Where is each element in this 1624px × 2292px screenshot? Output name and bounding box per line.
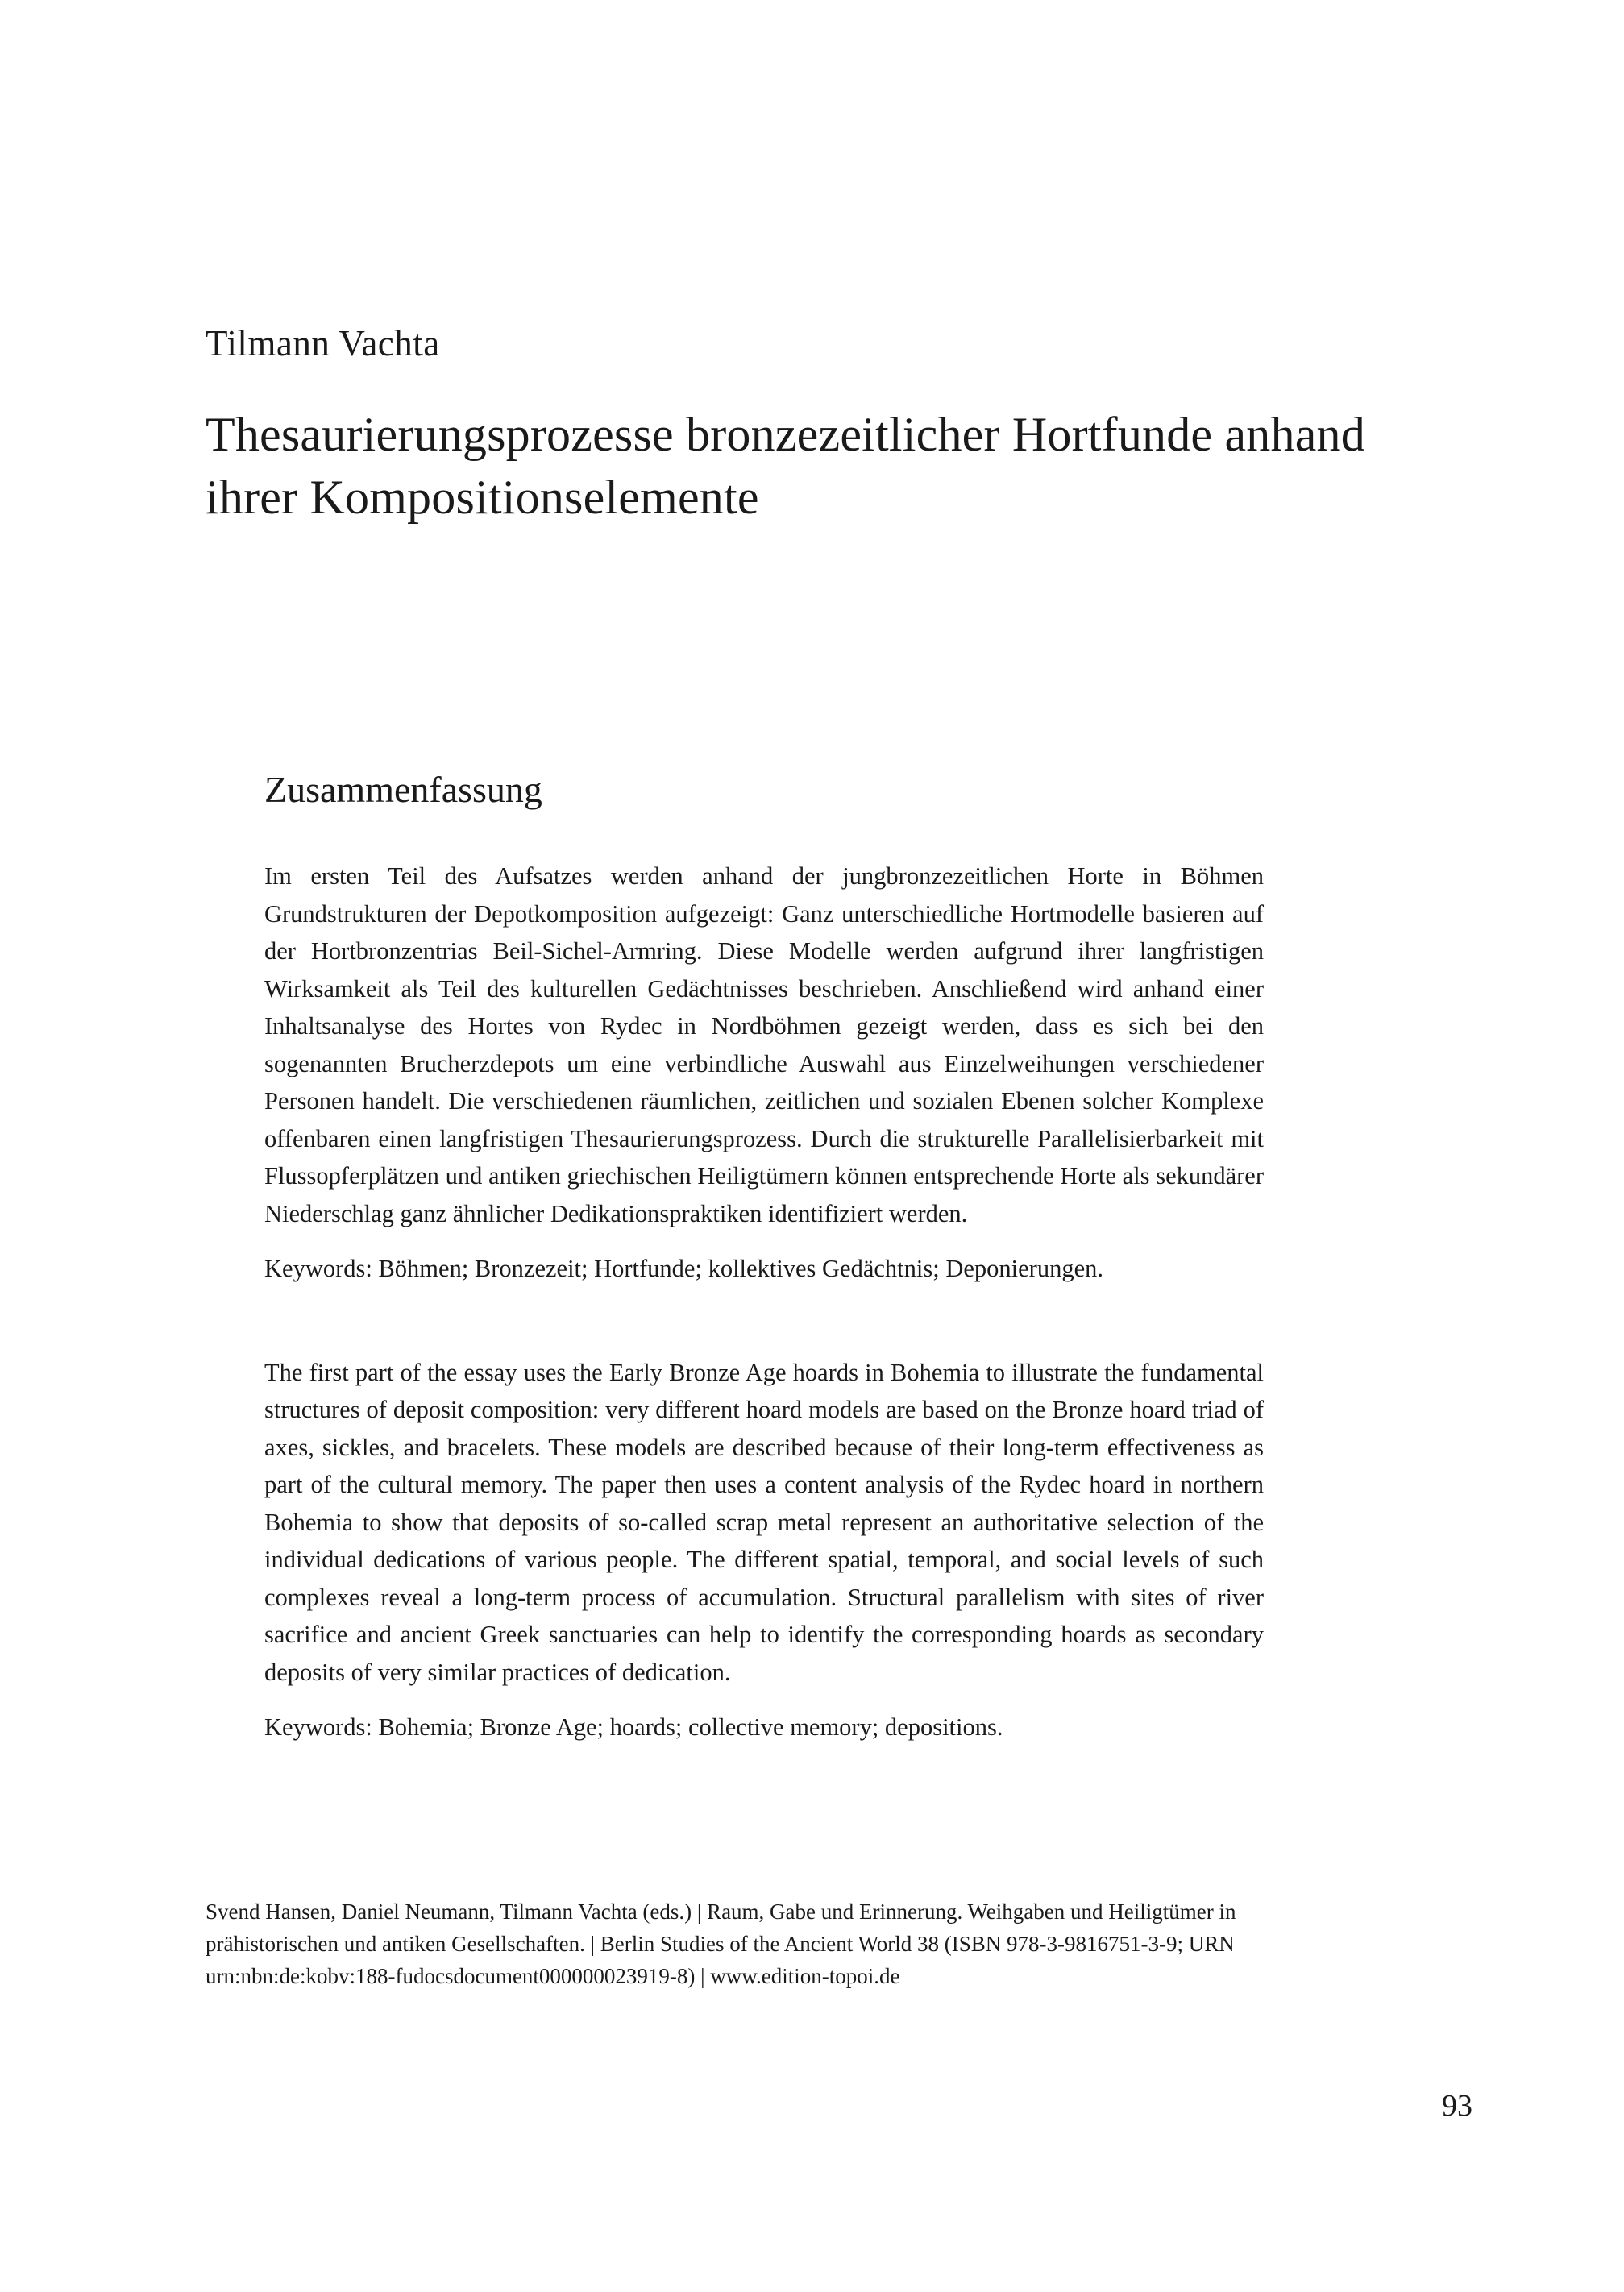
paper-title: Thesaurierungsprozesse bronzezeitlicher Hortfunde anhand ihrer Kompositionselemente [206,408,1365,524]
publication-source-note: Svend Hansen, Daniel Neumann, Tilmann Vachta (eds.) | Raum, Gabe und Erinnerung. Weihgaben und Heiligtümer in prähistorischen und antiken Gesellschaften. | Berlin Studies of the Ancient World 38 (ISBN 978-3-9816751-3-9; URN urn:nbn:de:kobv:188-fudocsdocument000000023919-8) | www.edition-topoi.de [206,1900,1236,1988]
abstract-section [264,766,1264,1746]
page-number: 93 [1442,2089,1472,2123]
keywords-german: Keywords: Böhmen; Bronzezeit; Hortfunde; kollektives Gedächtnis; Deponierungen. [264,1255,1103,1282]
abstract-english: The first part of the essay uses the Early Bronze Age hoards in Bohemia to illustrate the fundamental structures of deposit composition: very different hoard models are based on the Bronze hoard triad of axes, sickles, and bracelets. These models are described because of their long-term effectiveness as part of the cultural memory. The paper then uses a content analysis of the Rydec hoard in northern Bohemia to show that deposits of so-called scrap metal represent an authoritative selection of the individual dedications of various people. The different spatial, temporal, and social levels of such complexes reveal a long-term process of accumulation. Structural parallelism with sites of river sacrifice and ancient Greek sanctuaries can help to identify the corresponding hoards as secondary deposits of very similar practices of dedication. [264,1358,1264,1686]
author-name: Tilmann Vachta [206,323,440,363]
abstract-heading: Zusammenfassung [264,769,542,810]
keywords-english: Keywords: Bohemia; Bronze Age; hoards; collective memory; depositions. [264,1713,1003,1741]
abstract-german: Im ersten Teil des Aufsatzes werden anhand der jungbronzezeitlichen Horte in Böhmen Grundstrukturen der Depotkomposition aufgezeigt: Ganz unterschiedliche Hortmodelle basieren auf der Hortbronzentrias Beil-Sichel-Armring. Diese Modelle werden aufgrund ihrer langfristigen Wirksamkeit als Teil des kulturellen Gedächtnisses beschrieben. Anschließend wird anhand einer Inhaltsanalyse des Hortes von Rydec in Nordböhmen gezeigt werden, dass es sich bei den sogenannten Brucherzdepots um eine verbindliche Auswahl aus Einzelweihungen verschiedener Personen handelt. Die verschiedenen räumlichen, zeitlichen und sozialen Ebenen solcher Komplexe offenbaren einen langfristigen Thesaurierungsprozess. Durch die strukturelle Parallelisierbarkeit mit Flussopferplätzen und antiken griechischen Heiligtümern können entsprechende Horte als sekundärer Niederschlag ganz ähnlicher Dedikationspraktiken identifiziert werden. [264,862,1264,1227]
